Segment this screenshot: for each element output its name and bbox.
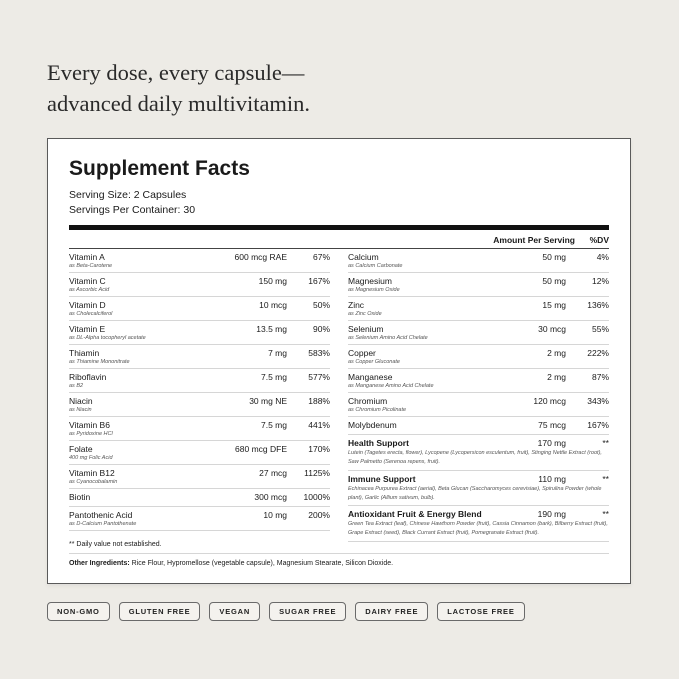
nutrient-dv: 4%	[596, 252, 609, 262]
nutrient-source: as Thiamine Mononitrate	[69, 359, 130, 365]
nutrient-dv: 222%	[587, 348, 609, 358]
nutrient-amount: 7 mg	[268, 348, 287, 358]
nutrient-dv: 55%	[591, 324, 609, 334]
nutrient-row	[348, 393, 609, 417]
blend-row	[348, 435, 609, 471]
nutrient-name: Vitamin B6	[69, 420, 110, 430]
nutrient-row	[69, 393, 330, 417]
blend-dv: **	[602, 438, 609, 448]
blend-ingredients: Lutein (Tagetes erecta, flower), Lycopene (Lycopersicon esculentum, fruit), Stinging Nettle Extract (root), Saw Palmetto (Serenoa repens, fruit).	[348, 450, 602, 465]
blend-dv: **	[602, 509, 609, 519]
nutrient-name: Zinc	[348, 300, 365, 310]
blend-row	[348, 471, 609, 507]
nutrient-source: as Ascorbic Acid	[69, 287, 110, 293]
nutrient-name: Biotin	[69, 492, 91, 502]
nutrient-amount: 30 mg NE	[249, 396, 287, 406]
nutrient-name: Copper	[348, 348, 376, 358]
header-daily-value: %DV	[589, 235, 609, 245]
nutrient-dv: 170%	[308, 444, 330, 454]
nutrient-dv: 577%	[308, 372, 330, 382]
nutrient-dv: 343%	[587, 396, 609, 406]
nutrient-name: Manganese	[348, 372, 393, 382]
nutrient-source: as Cyanocobalamin	[69, 479, 118, 485]
serving-size: Serving Size: 2 Capsules	[69, 189, 187, 201]
nutrient-amount: 10 mcg	[259, 300, 287, 310]
nutrient-name: Vitamin D	[69, 300, 106, 310]
nutrient-amount: 50 mg	[542, 252, 566, 262]
nutrient-name: Calcium	[348, 252, 379, 262]
nutrient-dv: 136%	[587, 300, 609, 310]
blend-dv: **	[602, 473, 609, 484]
nutrient-amount: 2 mg	[547, 348, 566, 358]
nutrient-source: as Niacin	[69, 407, 92, 413]
nutrient-row	[69, 273, 330, 297]
nutrient-dv: 1125%	[304, 468, 330, 478]
blend-name: Antioxidant Fruit & Energy Blend	[348, 509, 482, 519]
nutrient-source: 400 mg Folic Acid	[69, 455, 113, 461]
nutrient-name: Chromium	[348, 396, 388, 406]
supplement-facts-panel	[47, 138, 631, 584]
nutrient-name: Vitamin E	[69, 324, 106, 334]
nutrient-source: as Selenium Amino Acid Chelate	[348, 335, 428, 341]
nutrient-row	[69, 489, 330, 507]
nutrient-amount: 150 mg	[258, 276, 287, 286]
headline	[47, 57, 310, 119]
nutrient-row	[69, 369, 330, 393]
nutrient-source: as Beta-Carotene	[69, 263, 113, 269]
right-nutrient-column	[348, 249, 609, 542]
nutrient-row	[69, 249, 330, 273]
blend-amount: 110 mg	[538, 473, 566, 484]
nutrient-row	[348, 297, 609, 321]
nutrient-amount: 27 mcg	[259, 468, 287, 478]
nutrient-row	[69, 441, 330, 465]
nutrient-name: Pantothenic Acid	[69, 510, 133, 520]
nutrient-dv: 441%	[308, 420, 330, 430]
nutrient-source: as DL-Alpha tocopheryl acetate	[69, 335, 146, 341]
nutrient-name: Magnesium	[348, 276, 392, 286]
badge-gluten-free: GLUTEN FREE	[119, 602, 201, 621]
badge-dairy-free: DAIRY FREE	[355, 602, 428, 621]
nutrient-row	[69, 465, 330, 489]
nutrient-row	[348, 249, 609, 273]
blend-ingredients: Echinacea Purpurea Extract (aerial), Beta Glucan (Saccharomyces cerevisiae), Spirulina Powder (whole plant), Garlic (Allium sativum, bulb).	[348, 485, 602, 501]
blend-name: Health Support	[348, 438, 409, 448]
nutrient-dv: 87%	[591, 372, 609, 382]
nutrient-source: as Pyridoxine HCl	[69, 431, 113, 437]
servings-per-container: Servings Per Container: 30	[69, 204, 196, 216]
nutrient-dv: 90%	[312, 324, 330, 334]
nutrient-dv: 67%	[312, 252, 330, 262]
nutrient-source: as Copper Gluconate	[348, 359, 400, 365]
nutrient-amount: 13.5 mg	[256, 324, 287, 334]
blend-amount: 190 mg	[537, 509, 566, 519]
nutrient-dv: 50%	[312, 300, 330, 310]
other-ingredients-text: Rice Flour, Hypromellose (vegetable capsule), Magnesium Stearate, Silicon Dioxide.	[129, 560, 394, 567]
badge-non-gmo: NON-GMO	[47, 602, 110, 621]
nutrient-dv: 583%	[308, 348, 330, 358]
nutrient-source: as Chromium Picolinate	[348, 407, 407, 413]
left-nutrient-column	[69, 249, 330, 531]
daily-value-footnote: ** Daily value not established.	[69, 541, 162, 548]
nutrient-row	[348, 321, 609, 345]
blend-name: Immune Support	[348, 473, 416, 484]
badge-lactose-free: LACTOSE FREE	[437, 602, 524, 621]
badge-vegan: VEGAN	[209, 602, 260, 621]
nutrient-source: as Magnesium Oxide	[348, 287, 400, 293]
nutrient-row	[69, 345, 330, 369]
nutrient-name: Riboflavin	[69, 372, 107, 382]
nutrient-amount: 7.5 mg	[261, 372, 287, 382]
nutrient-source: as Cholecalciferol	[69, 311, 113, 317]
blend-ingredients: Green Tea Extract (leaf), Chinese Hawthorn Powder (fruit), Cassia Cinnamon (bark), Bilberry Extract (fruit), Grape Extract (seed), Black Currant Extract (fruit), Pomegranate Extract (fruit).	[348, 521, 608, 536]
header-amount-per-serving: Amount Per Serving	[493, 235, 575, 245]
nutrient-amount: 2 mg	[547, 372, 566, 382]
nutrient-source: as Calcium Carbonate	[348, 263, 403, 269]
nutrient-dv: 167%	[587, 420, 609, 430]
footnote-divider	[69, 553, 609, 554]
nutrient-amount: 30 mcg	[538, 324, 566, 334]
nutrient-name: Vitamin B12	[69, 468, 115, 478]
nutrient-source: as B2	[69, 383, 84, 389]
nutrient-row	[69, 417, 330, 441]
nutrient-name: Vitamin A	[69, 252, 105, 262]
nutrient-source: as Manganese Amino Acid Chelate	[348, 383, 434, 389]
nutrient-amount: 15 mg	[542, 300, 566, 310]
nutrient-name: Selenium	[348, 324, 384, 334]
nutrient-amount: 7.5 mg	[261, 420, 287, 430]
nutrient-row	[348, 345, 609, 369]
nutrient-amount: 600 mcg RAE	[234, 252, 287, 262]
nutrient-source: as Zinc Oxide	[348, 311, 382, 317]
nutrient-name: Folate	[69, 444, 93, 454]
nutrient-amount: 50 mg	[542, 276, 566, 286]
thick-divider	[69, 225, 609, 230]
headline-line-2: advanced daily multivitamin.	[47, 91, 311, 116]
nutrient-dv: 188%	[308, 396, 330, 406]
other-ingredients	[69, 560, 393, 567]
nutrient-dv: 1000%	[303, 492, 330, 502]
nutrient-name: Niacin	[69, 396, 93, 406]
nutrient-amount: 680 mcg DFE	[235, 444, 287, 454]
nutrient-name: Vitamin C	[69, 276, 106, 286]
nutrient-row	[348, 273, 609, 297]
blend-row	[348, 506, 609, 542]
nutrient-row	[348, 369, 609, 393]
nutrient-amount: 120 mcg	[533, 396, 566, 406]
badge-sugar-free: SUGAR FREE	[269, 602, 346, 621]
nutrient-name: Thiamin	[69, 348, 100, 358]
nutrient-amount: 75 mcg	[538, 420, 566, 430]
certification-badges	[47, 602, 525, 621]
nutrient-name: Molybdenum	[348, 420, 397, 430]
other-ingredients-label: Other Ingredients:	[69, 560, 130, 567]
headline-line-1: Every dose, every capsule—	[47, 60, 305, 85]
facts-title: Supplement Facts	[69, 157, 250, 180]
nutrient-row	[348, 417, 609, 435]
nutrient-amount: 300 mcg	[254, 492, 287, 502]
nutrient-dv: 200%	[308, 510, 330, 520]
nutrient-amount: 10 mg	[263, 510, 287, 520]
nutrient-row	[69, 297, 330, 321]
nutrient-row	[69, 507, 330, 531]
nutrient-source: as D-Calcium Pantothenate	[69, 521, 137, 527]
nutrient-dv: 12%	[591, 276, 609, 286]
nutrient-dv: 167%	[308, 276, 330, 286]
blend-amount: 170 mg	[537, 438, 566, 448]
nutrient-row	[69, 321, 330, 345]
